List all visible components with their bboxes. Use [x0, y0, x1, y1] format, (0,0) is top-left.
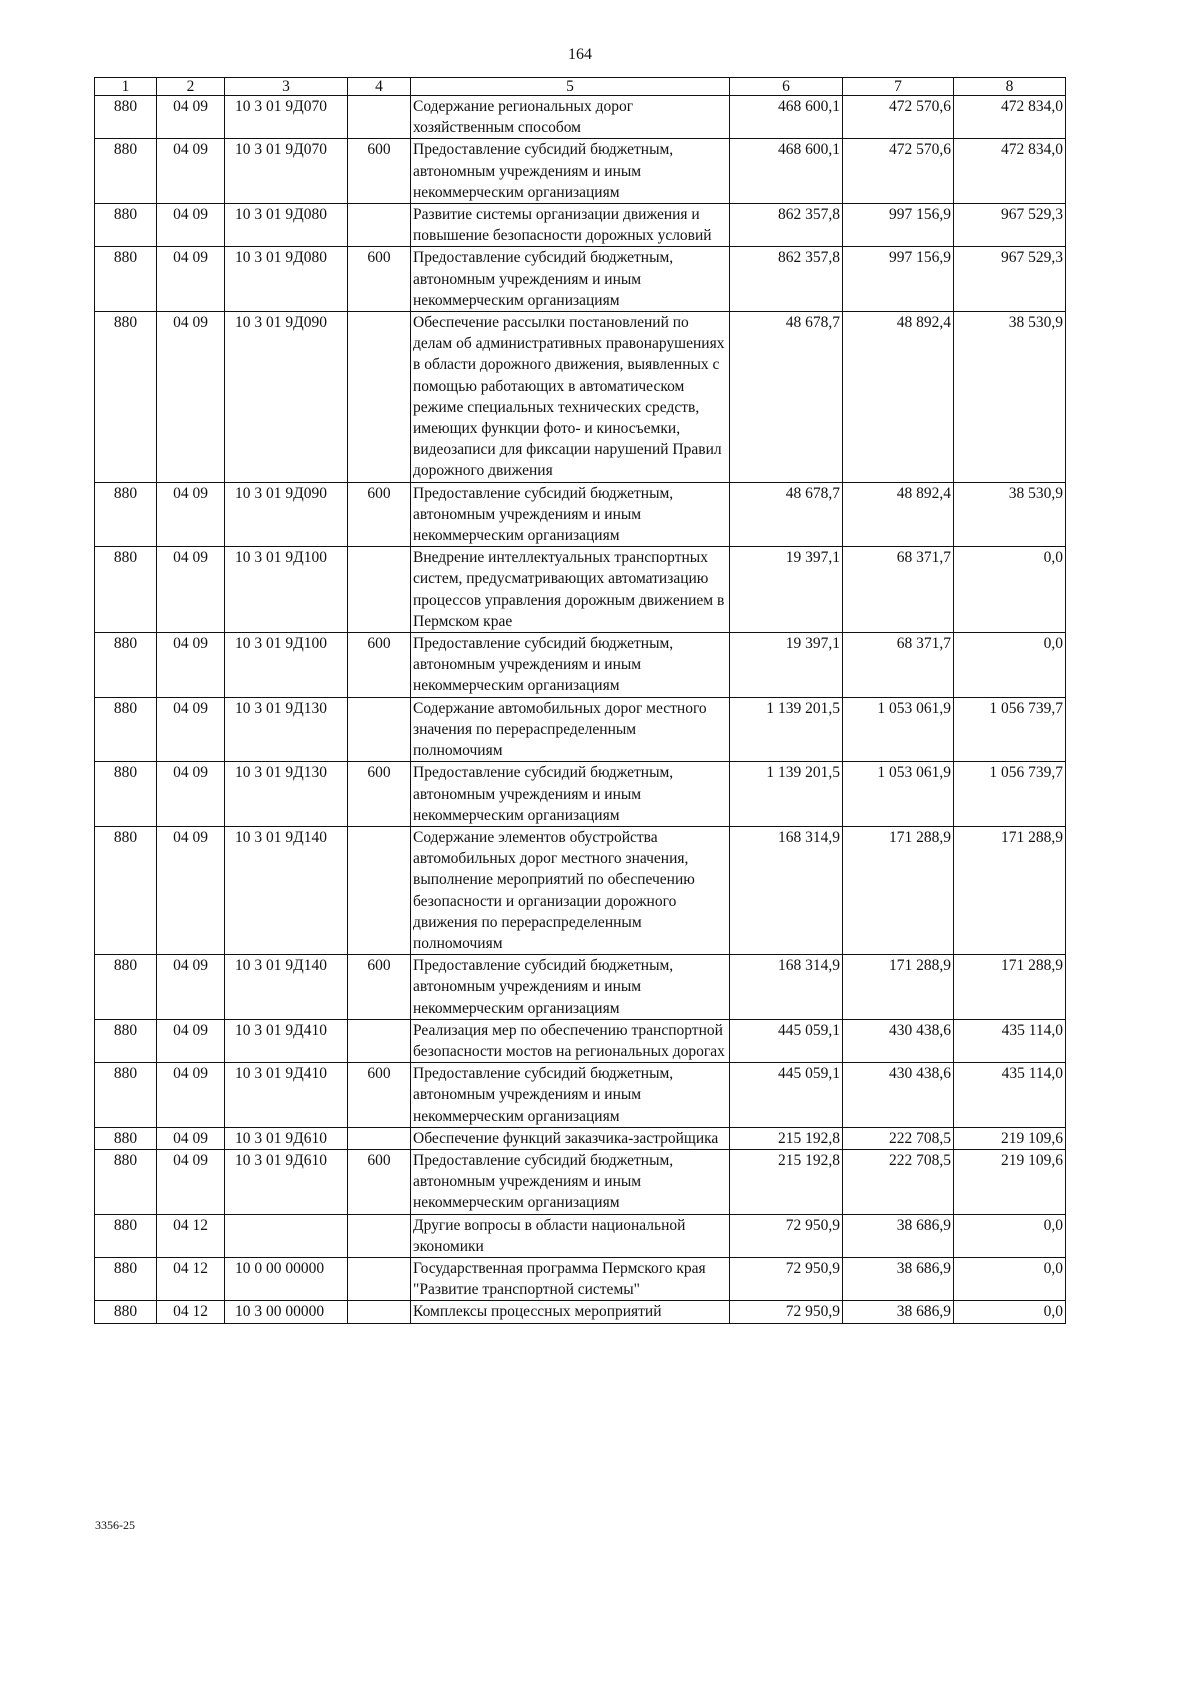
target-article-cell: 10 3 01 9Д610 [225, 1127, 348, 1149]
target-article-cell: 10 3 01 9Д070 [225, 96, 348, 139]
glavn-code-cell: 880 [95, 204, 157, 247]
section-code-cell: 04 09 [157, 697, 225, 762]
amount-year2-cell: 472 570,6 [843, 139, 954, 204]
section-code-cell: 04 09 [157, 826, 225, 954]
amount-year3-cell: 0,0 [954, 1214, 1066, 1257]
table-row [95, 139, 1066, 204]
column-header: 4 [348, 78, 411, 96]
amount-year1-cell: 468 600,1 [730, 96, 843, 139]
description-cell: Предоставление субсидий бюджетным, автономным учреждениям и иным некоммерческим организациям [411, 1063, 730, 1128]
expense-type-cell [348, 96, 411, 139]
table-row [95, 633, 1066, 698]
section-code-cell: 04 12 [157, 1257, 225, 1300]
description-cell: Предоставление субсидий бюджетным, автономным учреждениям и иным некоммерческим организациям [411, 1149, 730, 1214]
section-code-cell: 04 09 [157, 547, 225, 633]
section-code-cell: 04 09 [157, 312, 225, 483]
description-cell: Содержание региональных дорог хозяйственным способом [411, 96, 730, 139]
target-article-cell: 10 3 01 9Д410 [225, 1019, 348, 1062]
column-header: 8 [954, 78, 1066, 96]
amount-year3-cell: 435 114,0 [954, 1063, 1066, 1128]
description-cell: Предоставление субсидий бюджетным, автономным учреждениям и иным некоммерческим организациям [411, 139, 730, 204]
description-cell: Предоставление субсидий бюджетным, автономным учреждениям и иным некоммерческим организациям [411, 633, 730, 698]
expense-type-cell: 600 [348, 1063, 411, 1128]
description-cell: Обеспечение рассылки постановлений по делам об административных правонарушениях в области дорожного движения, выявленных с помощью работающих в автоматическом режиме специальных технических средств, имеющих функции фото- и киносъемки, видеозаписи для фиксации нарушений Правил дорожного движения [411, 312, 730, 483]
glavn-code-cell: 880 [95, 1214, 157, 1257]
column-header: 5 [411, 78, 730, 96]
section-code-cell: 04 09 [157, 1149, 225, 1214]
amount-year2-cell: 1 053 061,9 [843, 762, 954, 827]
section-code-cell: 04 09 [157, 482, 225, 547]
amount-year3-cell: 0,0 [954, 1257, 1066, 1300]
section-code-cell: 04 09 [157, 139, 225, 204]
amount-year2-cell: 68 371,7 [843, 547, 954, 633]
amount-year2-cell: 68 371,7 [843, 633, 954, 698]
description-cell: Предоставление субсидий бюджетным, автономным учреждениям и иным некоммерческим организациям [411, 482, 730, 547]
table-row [95, 96, 1066, 139]
amount-year2-cell: 1 053 061,9 [843, 697, 954, 762]
glavn-code-cell: 880 [95, 1063, 157, 1128]
amount-year1-cell: 1 139 201,5 [730, 762, 843, 827]
amount-year2-cell: 48 892,4 [843, 312, 954, 483]
target-article-cell: 10 3 01 9Д140 [225, 955, 348, 1020]
table-body [95, 96, 1066, 1324]
section-code-cell: 04 09 [157, 955, 225, 1020]
description-cell: Содержание элементов обустройства автомобильных дорог местного значения, выполнение мероприятий по обеспечению безопасности и организации дорожного движения по перераспределенным полномочиям [411, 826, 730, 954]
amount-year3-cell: 219 109,6 [954, 1127, 1066, 1149]
glavn-code-cell: 880 [95, 1257, 157, 1300]
description-cell: Содержание автомобильных дорог местного значения по перераспределенным полномочиям [411, 697, 730, 762]
section-code-cell: 04 12 [157, 1214, 225, 1257]
amount-year1-cell: 72 950,9 [730, 1301, 843, 1323]
expense-type-cell [348, 312, 411, 483]
amount-year2-cell: 48 892,4 [843, 482, 954, 547]
table-row [95, 547, 1066, 633]
expense-type-cell: 600 [348, 482, 411, 547]
glavn-code-cell: 880 [95, 1127, 157, 1149]
target-article-cell: 10 3 01 9Д080 [225, 247, 348, 312]
table-row [95, 955, 1066, 1020]
amount-year3-cell: 171 288,9 [954, 955, 1066, 1020]
glavn-code-cell: 880 [95, 955, 157, 1020]
column-header: 6 [730, 78, 843, 96]
amount-year3-cell: 1 056 739,7 [954, 762, 1066, 827]
section-code-cell: 04 09 [157, 96, 225, 139]
expense-type-cell [348, 1019, 411, 1062]
target-article-cell: 10 3 01 9Д070 [225, 139, 348, 204]
target-article-cell: 10 3 01 9Д410 [225, 1063, 348, 1128]
target-article-cell [225, 1214, 348, 1257]
amount-year1-cell: 468 600,1 [730, 139, 843, 204]
amount-year3-cell: 435 114,0 [954, 1019, 1066, 1062]
amount-year3-cell: 0,0 [954, 547, 1066, 633]
amount-year1-cell: 168 314,9 [730, 955, 843, 1020]
amount-year3-cell: 0,0 [954, 1301, 1066, 1323]
section-code-cell: 04 09 [157, 1127, 225, 1149]
expense-type-cell [348, 1214, 411, 1257]
amount-year1-cell: 72 950,9 [730, 1257, 843, 1300]
amount-year2-cell: 171 288,9 [843, 826, 954, 954]
table-row [95, 697, 1066, 762]
table-row [95, 1214, 1066, 1257]
amount-year2-cell: 997 156,9 [843, 204, 954, 247]
amount-year3-cell: 38 530,9 [954, 312, 1066, 483]
amount-year3-cell: 0,0 [954, 633, 1066, 698]
expense-type-cell: 600 [348, 247, 411, 312]
budget-table [94, 77, 1066, 1324]
target-article-cell: 10 3 01 9Д130 [225, 762, 348, 827]
expense-type-cell [348, 697, 411, 762]
target-article-cell: 10 3 01 9Д090 [225, 312, 348, 483]
description-cell: Обеспечение функций заказчика-застройщика [411, 1127, 730, 1149]
section-code-cell: 04 12 [157, 1301, 225, 1323]
table-row [95, 1019, 1066, 1062]
table-row [95, 1301, 1066, 1323]
table-row [95, 826, 1066, 954]
amount-year2-cell: 997 156,9 [843, 247, 954, 312]
header-row [95, 78, 1066, 96]
glavn-code-cell: 880 [95, 139, 157, 204]
description-cell: Развитие системы организации движения и повышение безопасности дорожных условий [411, 204, 730, 247]
description-cell: Другие вопросы в области национальной экономики [411, 1214, 730, 1257]
table-row [95, 482, 1066, 547]
target-article-cell: 10 3 01 9Д130 [225, 697, 348, 762]
amount-year2-cell: 38 686,9 [843, 1257, 954, 1300]
column-header: 7 [843, 78, 954, 96]
column-header: 3 [225, 78, 348, 96]
amount-year2-cell: 171 288,9 [843, 955, 954, 1020]
expense-type-cell [348, 1257, 411, 1300]
target-article-cell: 10 3 01 9Д610 [225, 1149, 348, 1214]
amount-year2-cell: 222 708,5 [843, 1127, 954, 1149]
expense-type-cell [348, 1127, 411, 1149]
amount-year2-cell: 430 438,6 [843, 1019, 954, 1062]
section-code-cell: 04 09 [157, 247, 225, 312]
glavn-code-cell: 880 [95, 1019, 157, 1062]
section-code-cell: 04 09 [157, 762, 225, 827]
target-article-cell: 10 0 00 00000 [225, 1257, 348, 1300]
section-code-cell: 04 09 [157, 1019, 225, 1062]
section-code-cell: 04 09 [157, 633, 225, 698]
glavn-code-cell: 880 [95, 312, 157, 483]
description-cell: Предоставление субсидий бюджетным, автономным учреждениям и иным некоммерческим организациям [411, 955, 730, 1020]
expense-type-cell [348, 204, 411, 247]
amount-year1-cell: 215 192,8 [730, 1149, 843, 1214]
expense-type-cell: 600 [348, 633, 411, 698]
expense-type-cell: 600 [348, 762, 411, 827]
amount-year1-cell: 48 678,7 [730, 312, 843, 483]
amount-year3-cell: 219 109,6 [954, 1149, 1066, 1214]
amount-year1-cell: 215 192,8 [730, 1127, 843, 1149]
expense-type-cell [348, 547, 411, 633]
description-cell: Предоставление субсидий бюджетным, автономным учреждениям и иным некоммерческим организациям [411, 247, 730, 312]
amount-year2-cell: 430 438,6 [843, 1063, 954, 1128]
document-code: 3356-25 [95, 1518, 135, 1532]
amount-year3-cell: 967 529,3 [954, 247, 1066, 312]
target-article-cell: 10 3 01 9Д080 [225, 204, 348, 247]
amount-year2-cell: 38 686,9 [843, 1301, 954, 1323]
amount-year1-cell: 445 059,1 [730, 1019, 843, 1062]
target-article-cell: 10 3 01 9Д140 [225, 826, 348, 954]
section-code-cell: 04 09 [157, 1063, 225, 1128]
column-header: 1 [95, 78, 157, 96]
description-cell: Предоставление субсидий бюджетным, автономным учреждениям и иным некоммерческим организациям [411, 762, 730, 827]
table-row [95, 312, 1066, 483]
target-article-cell: 10 3 01 9Д100 [225, 633, 348, 698]
amount-year1-cell: 862 357,8 [730, 204, 843, 247]
description-cell: Внедрение интеллектуальных транспортных систем, предусматривающих автоматизацию процессов управления дорожным движением в Пермском крае [411, 547, 730, 633]
amount-year2-cell: 222 708,5 [843, 1149, 954, 1214]
glavn-code-cell: 880 [95, 1301, 157, 1323]
amount-year1-cell: 48 678,7 [730, 482, 843, 547]
amount-year3-cell: 472 834,0 [954, 96, 1066, 139]
description-cell: Государственная программа Пермского края "Развитие транспортной системы" [411, 1257, 730, 1300]
amount-year2-cell: 472 570,6 [843, 96, 954, 139]
glavn-code-cell: 880 [95, 1149, 157, 1214]
amount-year1-cell: 19 397,1 [730, 633, 843, 698]
table-row [95, 247, 1066, 312]
glavn-code-cell: 880 [95, 826, 157, 954]
amount-year1-cell: 168 314,9 [730, 826, 843, 954]
expense-type-cell [348, 826, 411, 954]
table-row [95, 1063, 1066, 1128]
page-number: 164 [568, 46, 592, 63]
target-article-cell: 10 3 00 00000 [225, 1301, 348, 1323]
glavn-code-cell: 880 [95, 762, 157, 827]
column-header: 2 [157, 78, 225, 96]
table-row [95, 1149, 1066, 1214]
amount-year3-cell: 171 288,9 [954, 826, 1066, 954]
glavn-code-cell: 880 [95, 247, 157, 312]
amount-year3-cell: 967 529,3 [954, 204, 1066, 247]
amount-year1-cell: 72 950,9 [730, 1214, 843, 1257]
table-row [95, 762, 1066, 827]
glavn-code-cell: 880 [95, 697, 157, 762]
glavn-code-cell: 880 [95, 633, 157, 698]
target-article-cell: 10 3 01 9Д100 [225, 547, 348, 633]
expense-type-cell: 600 [348, 139, 411, 204]
expense-type-cell [348, 1301, 411, 1323]
table-row [95, 1257, 1066, 1300]
amount-year3-cell: 38 530,9 [954, 482, 1066, 547]
amount-year1-cell: 862 357,8 [730, 247, 843, 312]
target-article-cell: 10 3 01 9Д090 [225, 482, 348, 547]
description-cell: Комплексы процессных мероприятий [411, 1301, 730, 1323]
table-row [95, 1127, 1066, 1149]
amount-year2-cell: 38 686,9 [843, 1214, 954, 1257]
expense-type-cell: 600 [348, 1149, 411, 1214]
amount-year1-cell: 445 059,1 [730, 1063, 843, 1128]
glavn-code-cell: 880 [95, 482, 157, 547]
table-row [95, 204, 1066, 247]
section-code-cell: 04 09 [157, 204, 225, 247]
amount-year1-cell: 1 139 201,5 [730, 697, 843, 762]
description-cell: Реализация мер по обеспечению транспортной безопасности мостов на региональных дорогах [411, 1019, 730, 1062]
amount-year3-cell: 1 056 739,7 [954, 697, 1066, 762]
amount-year3-cell: 472 834,0 [954, 139, 1066, 204]
amount-year1-cell: 19 397,1 [730, 547, 843, 633]
expense-type-cell: 600 [348, 955, 411, 1020]
glavn-code-cell: 880 [95, 547, 157, 633]
glavn-code-cell: 880 [95, 96, 157, 139]
